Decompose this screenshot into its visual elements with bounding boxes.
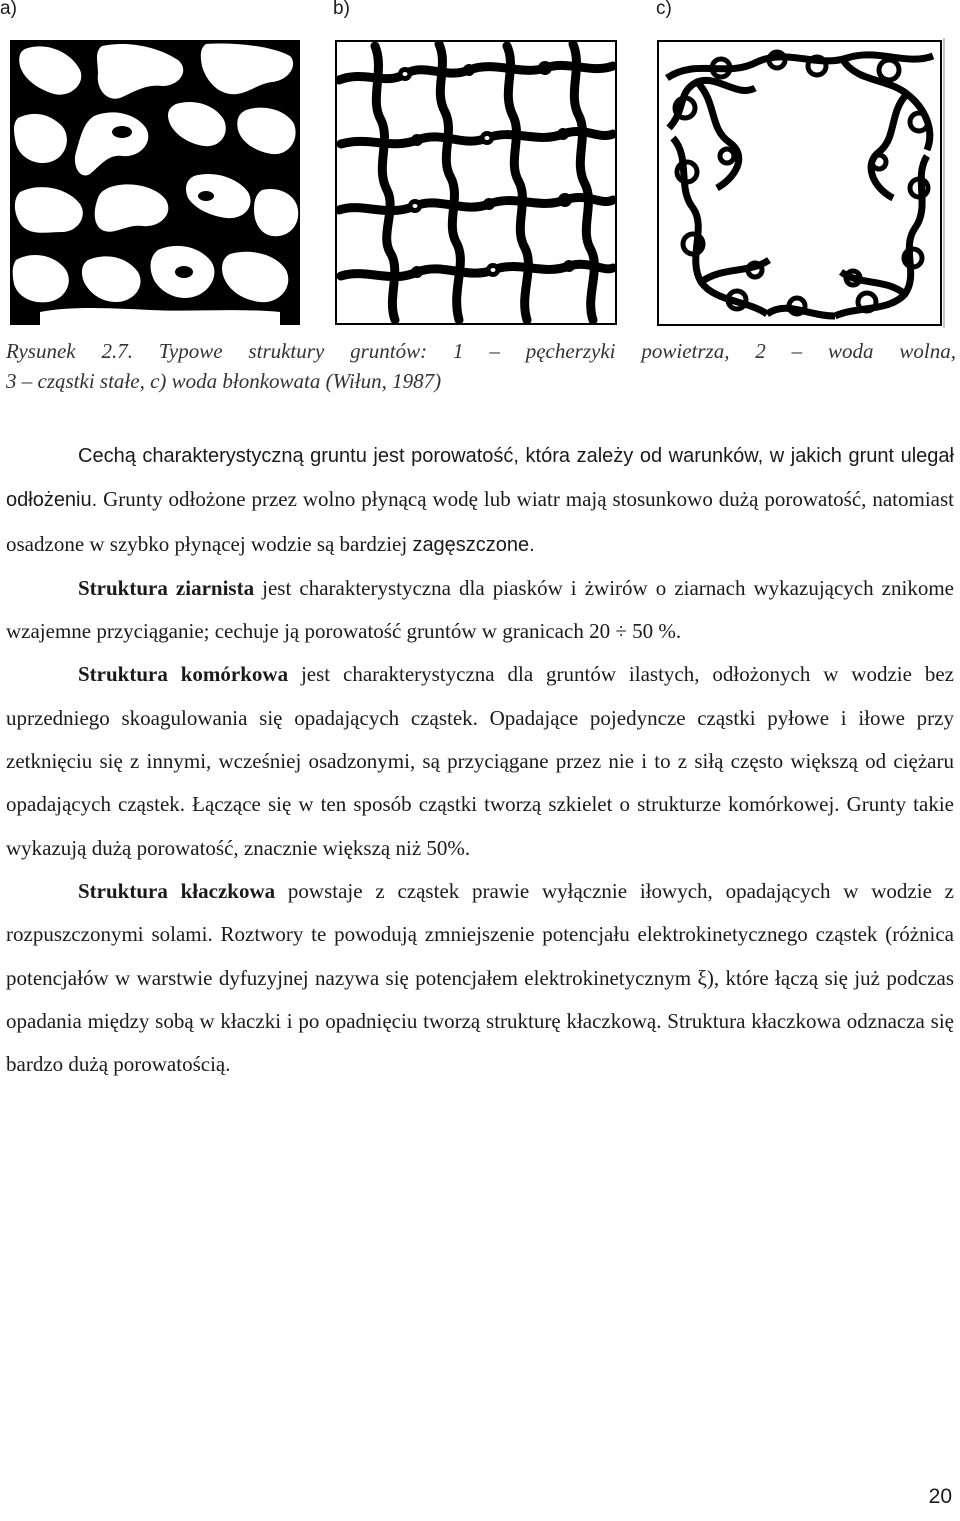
figure-caption <box>6 336 956 396</box>
figure-caption-line-2: 3 – cząstki stałe, c) woda błonkowata (Wiłun, 1987) <box>6 369 442 393</box>
panel-label-b: b) <box>333 0 350 19</box>
page-number: 20 <box>928 1485 952 1508</box>
figure-panel-c-flocculent-structure <box>657 38 945 328</box>
figure-caption-line-1: Rysunek 2.7. Typowe struktury gruntów: 1 – pęcherzyki powietrza, 2 – woda wolna, <box>6 339 956 363</box>
term-granular-structure: Struktura ziarnista <box>78 575 255 600</box>
body-text <box>6 434 954 1086</box>
figure-panel-a-granular-structure <box>10 40 300 325</box>
figure-panel-b-cellular-structure <box>335 40 617 325</box>
paragraph-flocculent-structure-text: powstaje z cząstek prawie wyłącznie iłowych, opadających w wodzie z rozpuszczonymi solami. Roztwory te powodują zmniejszenie potencjału elektrokinetycznego cząstek (różnica potencjałów w warstwie dyfuzyjnej nazywa się potencjałem elektrokinetycznym ξ), które łączą się już podczas opadania między sobą w kłaczki i po opadnięciu tworzą strukturę kłaczkową. Struktura kłaczkowa odznacza się bardzo dużą porowatością. <box>6 878 954 1077</box>
paragraph-flocculent-structure <box>6 870 954 1086</box>
paragraph-porosity <box>6 434 954 567</box>
panel-label-a: a) <box>0 0 17 19</box>
paragraph-porosity-sentence-1: Cechą charakterystyczną gruntu jest porowatość, która zależy od warunków, w jakich grunt ulegał odłożeniu. <box>6 445 954 512</box>
cellular-structure-illustration <box>335 40 617 325</box>
paragraph-cellular-structure-text: jest charakterystyczna dla gruntów ilastych, odłożonych w wodzie bez uprzedniego skoagulowania się opadających cząstek. Opadające pojedyncze cząstki pyłowe i iłowe przy zetknięciu się z innymi, wcześniej osadzonymi, są przyciągane przez nie i to z siłą często większą od ciężaru opadających cząstek. Łączące się w ten sposób cząstki tworzą szkielet o strukturze komórkowej. Grunty takie wykazują dużą porowatość, znacznie większą niż 50%. <box>6 662 954 860</box>
paragraph-porosity-end: zagęszczone. <box>412 533 535 556</box>
paragraph-granular-structure <box>6 567 954 654</box>
granular-structure-illustration <box>10 40 300 325</box>
paragraph-granular-structure-text: jest charakterystyczna dla piasków i żwirów o ziarnach wykazujących znikome wzajemne przyciąganie; cechuje ją porowatość gruntów w granicach 20 ÷ 50 %. <box>6 575 954 644</box>
term-flocculent-structure: Struktura kłaczkowa <box>78 878 276 903</box>
term-cellular-structure: Struktura komórkowa <box>78 662 289 687</box>
paragraph-cellular-structure <box>6 653 954 869</box>
flocculent-structure-illustration <box>657 38 945 328</box>
paragraph-porosity-sentence-2: Grunty odłożone przez wolno płynącą wodę lub wiatr mają stosunkowo dużą porowatość, natomiast osadzone w szybko płynącej wodzie są bardziej <box>6 487 954 556</box>
panel-label-c: c) <box>656 0 672 19</box>
